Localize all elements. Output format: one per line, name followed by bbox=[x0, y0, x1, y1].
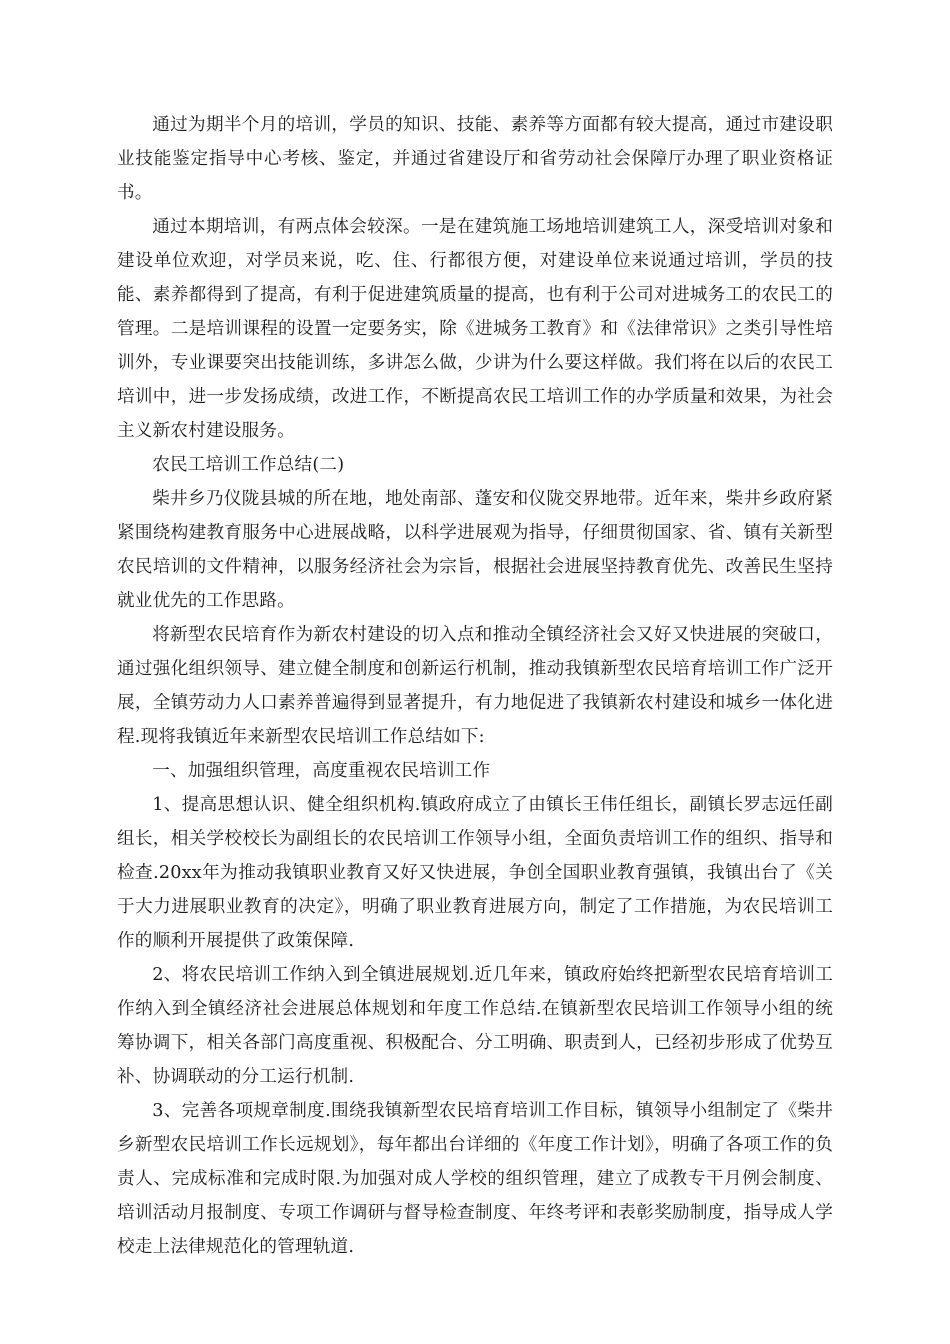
paragraph-training-experience: 通过本期培训，有两点体会较深。一是在建筑施工场地培训建筑工人，深受培训对象和建设单位欢迎，对学员来说，吃、住、行都很方便，对建设单位来说通过培训，学员的技能、素养都得到了提高，有利于促进建筑质量的提高，也有利于公司对进城务工的农民工的管理。二是培训课程的设置一定要务实，除《进城务工教育》和《法律常识》之类引导性培训外，专业课要突出技能训练，多讲怎么做，少讲为什么要这样做。我们将在以后的农民工培训中，进一步发扬成绩，改进工作，不断提高农民工培训工作的办学质量和效果，为社会主义新农村建设服务。 bbox=[117, 217, 833, 441]
paragraph-item-2: 2、将农民培训工作纳入到全镇进展规划.近几年来，镇政府始终把新型农民培育培训工作纳入到全镇经济社会进展总体规划和年度工作总结.在镇新型农民培训工作领导小组的统筹协调下，相关各部门高度重视、积极配合、分工明确、职责到人，已经初步形成了优势互补、协调联动的分工运行机制. bbox=[117, 965, 833, 1087]
paragraph-chaijing-overview: 柴井乡乃仪陇县城的所在地，地处南部、蓬安和仪陇交界地带。近年来，柴井乡政府紧紧围绕构建教育服务中心进展战略，以科学进展观为指导，仔细贯彻国家、省、镇有关新型农民培训的文件精神，以服务经济社会为宗旨，根据社会进展坚持教育优先、改善民生坚持就业优先的工作思路。 bbox=[117, 489, 833, 611]
document-page bbox=[117, 108, 833, 1264]
subheading-organization-management: 一、加强组织管理，高度重视农民培训工作 bbox=[152, 761, 491, 781]
paragraph-cultivation-strategy: 将新型农民培育作为新农村建设的切入点和推动全镇经济社会又好又快进展的突破口，通过强化组织领导、建立健全制度和创新运行机制，推动我镇新型农民培育培训工作广泛开展，全镇劳动力人口素养普遍得到显著提升，有力地促进了我镇新农村建设和城乡一体化进程.现将我镇近年来新型农民培训工作总结如下: bbox=[117, 625, 833, 747]
section-heading-summary-two: 农民工培训工作总结(二) bbox=[152, 455, 345, 475]
paragraph-item-3: 3、完善各项规章制度.围绕我镇新型农民培育培训工作目标，镇领导小组制定了《柴井乡新型农民培训工作长远规划》，每年都出台详细的《年度工作计划》，明确了各项工作的负责人、完成标准和完成时限.为加强对成人学校的组织管理，建立了成教专干月例会制度、培训活动月报制度、专项工作调研与督导检查制度、年终考评和表彰奖励制度，指导成人学校走上法律规范化的管理轨道. bbox=[117, 1101, 833, 1257]
paragraph-item-1: 1、提高思想认识、健全组织机构.镇政府成立了由镇长王伟任组长，副镇长罗志远任副组长，相关学校校长为副组长的农民培训工作领导小组，全面负责培训工作的组织、指导和检查.20xx年为推动我镇职业教育又好又快进展，争创全国职业教育强镇，我镇出台了《关于大力进展职业教育的决定》，明确了职业教育进展方向，制定了工作措施，为农民培训工作的顺利开展提供了政策保障. bbox=[117, 795, 833, 951]
paragraph-training-results: 通过为期半个月的培训，学员的知识、技能、素养等方面都有较大提高，通过市建设职业技能鉴定指导中心考核、鉴定，并通过省建设厅和省劳动社会保障厅办理了职业资格证书。 bbox=[117, 115, 833, 203]
